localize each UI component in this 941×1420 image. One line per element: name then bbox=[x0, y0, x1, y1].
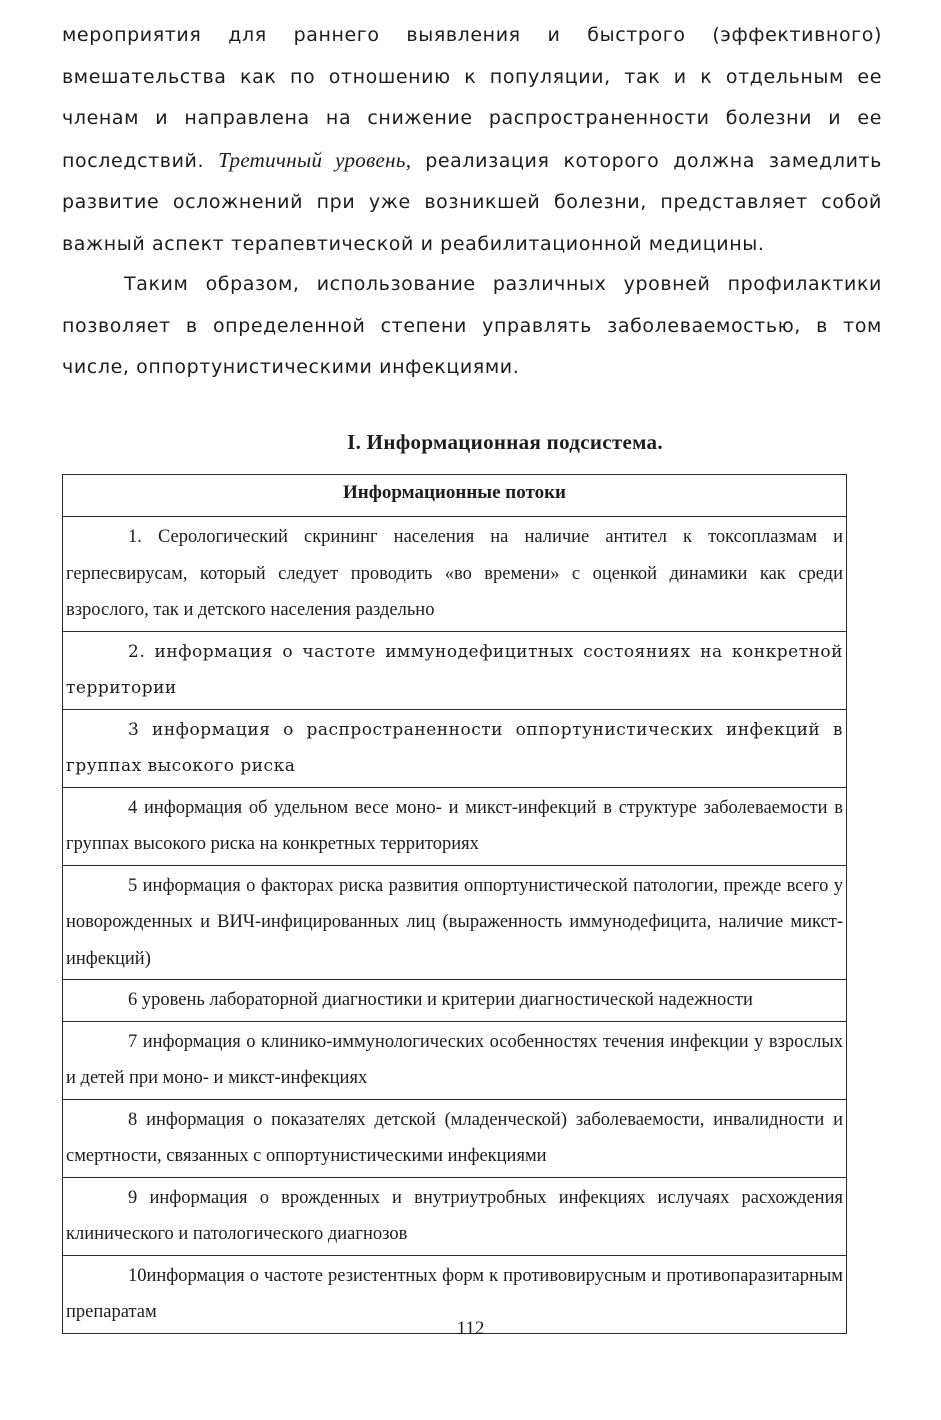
table-cell: 2. информация о частоте иммунодефицитных состояниях на конкретной территории bbox=[63, 631, 847, 709]
table-row bbox=[63, 709, 847, 787]
table-cell: 1. Серологический скрининг населения на наличие антител к токсоплазмам и герпесвирусам, который следует проводить «во времени» с оценкой динамики как среди взрослого, так и детского населения раздельно bbox=[63, 517, 847, 632]
table-cell: 5 информация о факторах риска развития оппортунистической патологии, прежде всего у новорожденных и ВИЧ-инфицированных лиц (выраженность иммунодефицита, наличие микст-инфекций) bbox=[63, 865, 847, 980]
table-cell: 8 информация о показателях детской (младенческой) заболеваемости, инвалидности и смертности, связанных с оппортунистическими инфекциями bbox=[63, 1099, 847, 1177]
table-row bbox=[63, 787, 847, 865]
table-row bbox=[63, 865, 847, 980]
table-cell: 7 информация о клинико-иммунологических особенностях течения инфекции у взрослых и детей при моно- и микст-инфекциях bbox=[63, 1021, 847, 1099]
paragraph-1-text-start: мероприятия для раннего выявления и быстрого (эффективного) вмешательства как по отношению к популяции, так и к отдельным ее членам и направлена на снижение распространенности болезни и ее последствий. bbox=[62, 24, 882, 172]
table-cell: 10информация о частоте резистентных форм к противовирусным и противопаразитарным препаратам bbox=[63, 1255, 847, 1333]
table-row bbox=[63, 517, 847, 632]
body-paragraph-2: Таким образом, использование различных уровней профилактики позволяет в определенной степени управлять заболеваемостью, в том числе, оппортунистическими инфекциями. bbox=[62, 273, 882, 378]
table-row bbox=[63, 1021, 847, 1099]
table-cell: 3 информация о распространенности оппортунистических инфекций в группах высокого риска bbox=[63, 709, 847, 787]
table-header-cell: Информационные потоки bbox=[63, 475, 847, 517]
table-cell: 9 информация о врожденных и внутриутробных инфекциях ислучаях расхождения клинического и патологического диагнозов bbox=[63, 1177, 847, 1255]
table-row bbox=[63, 980, 847, 1022]
table-cell: 4 информация об удельном весе моно- и микст-инфекций в структуре заболеваемости в группах высокого риска на конкретных территориях bbox=[63, 787, 847, 865]
table-header-row bbox=[63, 475, 847, 517]
table-row bbox=[63, 1177, 847, 1255]
table-row bbox=[63, 1099, 847, 1177]
page-number: 112 bbox=[456, 1318, 485, 1339]
section-heading: I. Информационная подсистема. bbox=[347, 430, 663, 454]
paragraph-1-italic-term: Третичный уровень, bbox=[218, 147, 412, 172]
table-cell: 6 уровень лабораторной диагностики и критерии диагностической надежности bbox=[63, 980, 847, 1022]
body-paragraph-1 bbox=[62, 15, 882, 265]
paragraph-1-text-end: реализация которого должна замедлить развитие осложнений при уже возникшей болезни, представляет собой важный аспект терапевтической и реабилитационной медицины. bbox=[62, 149, 882, 255]
information-flows-table bbox=[62, 474, 847, 1334]
table-row bbox=[63, 631, 847, 709]
